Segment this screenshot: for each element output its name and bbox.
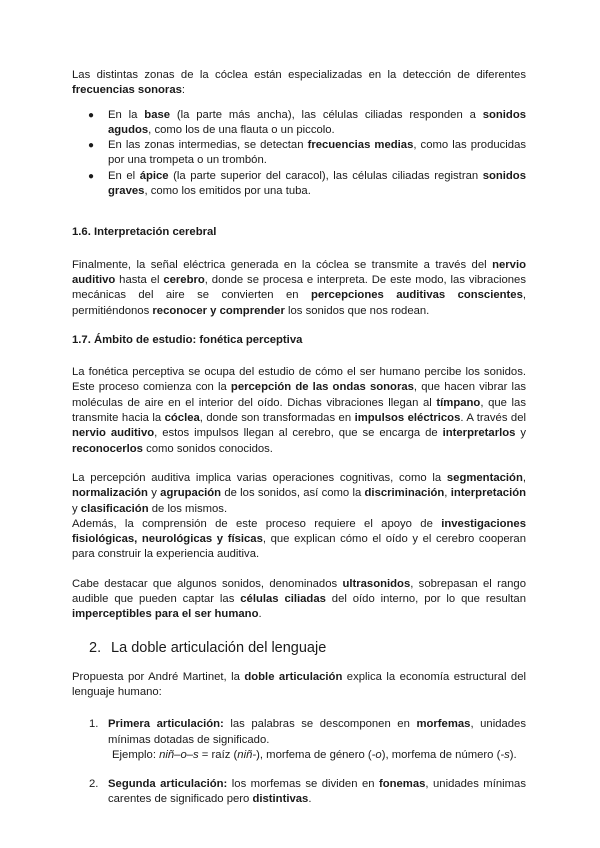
list-number: 1.	[89, 718, 99, 731]
intro-paragraph	[72, 68, 526, 99]
articulation-list	[72, 717, 526, 807]
paragraph-2-intro: Propuesta por André Martinet, la doble articulación explica la economía estructural del lenguaje humano:	[72, 670, 526, 698]
bullet-item-apice: ● En el ápice (la parte superior del caracol), las células ciliadas registran sonidos graves, como los emitidos por una tuba.	[88, 169, 526, 198]
paragraph-1-7-b: La percepción auditiva implica varias operaciones cognitivas, como la segmentación, normalización y agrupación de los sonidos, así como la discriminación, interpretación y clasificación de los mismos.	[72, 471, 527, 515]
bullet-item-intermedias: ● En las zonas intermedias, se detectan frecuencias medias, como las producidas por una trompeta o un trombón.	[88, 139, 527, 167]
example-line: Ejemplo: niñ–o–s = raíz (niñ-), morfema de género (-o), morfema de número (-s).	[112, 748, 517, 761]
bullet-dot-icon: ●	[88, 140, 95, 152]
paragraph-1-7-c: Además, la comprensión de este proceso requiere el apoyo de investigaciones fisiológicas, neurológicas y físicas, que explican cómo el oído y el cerebro cooperan para construir la experiencia auditiva.	[72, 517, 526, 561]
section-heading-2	[72, 639, 526, 658]
section-heading-1-6: 1.6. Interpretación cerebral	[72, 226, 217, 239]
bullet-item-base: ● En la base (la parte más ancha), las células ciliadas responden a sonidos agudos, como los de una flauta o un piccolo.	[88, 108, 527, 136]
section-title: La doble articulación del lenguaje	[111, 639, 327, 656]
paragraph-1-6: Finalmente, la señal eléctrica generada en la cóclea se transmite a través del nervio auditivo hasta el cerebro, donde se procesa e interpreta. De este modo, las vibraciones mecánicas del aire se convierten en percepciones auditivas conscientes, permitiéndonos reconocer y comprender los sonidos que nos rodean.	[72, 258, 527, 317]
frequency-bullet-list	[72, 108, 526, 200]
text: :	[181, 84, 186, 97]
list-item-primera: 1. Primera articulación: las palabras se descomponen en morfemas, unidades mínimas dotadas de significado. Ejemplo: niñ–o–s = raíz (niñ-), morfema de género (-o), morfema de número (-s).	[72, 717, 526, 763]
paragraph-1-7-a: La fonética perceptiva se ocupa del estudio de cómo el ser humano percibe los sonidos. Este proceso comienza con la percepción de las ondas sonoras, que hacen vibrar las moléculas de aire en el interior del oído. Dichas vibraciones llegan al tímpano, que las transmite hacia la cóclea, donde son transformadas en impulsos eléctricos. A través del nervio auditivo, estos impulsos llegan al cerebro, que se encarga de interpretarlos y reconocerlos como sonidos conocidos.	[72, 366, 526, 455]
paragraph-1-7-d: Cabe destacar que algunos sonidos, denominados ultrasonidos, sobrepasan el rango audible que pueden captar las células ciliadas del oído interno, por lo que resultan imperceptibles para el ser humano.	[72, 577, 527, 621]
text: Las distintas zonas de la cóclea están especializadas en la detección de diferentes	[72, 69, 526, 81]
list-item-segunda: 2. Segunda articulación: los morfemas se dividen en fonemas, unidades mínimas carentes de significado pero distintivas.	[89, 778, 526, 806]
document-page	[72, 68, 526, 808]
bullet-dot-icon: ●	[88, 170, 95, 182]
section-heading-1-7: 1.7. Ámbito de estudio: fonética perceptiva	[72, 333, 303, 346]
bold-text: frecuencias sonoras	[72, 84, 182, 97]
list-number: 2.	[89, 778, 99, 791]
bullet-dot-icon: ●	[88, 109, 95, 121]
section-number: 2.	[89, 639, 102, 656]
